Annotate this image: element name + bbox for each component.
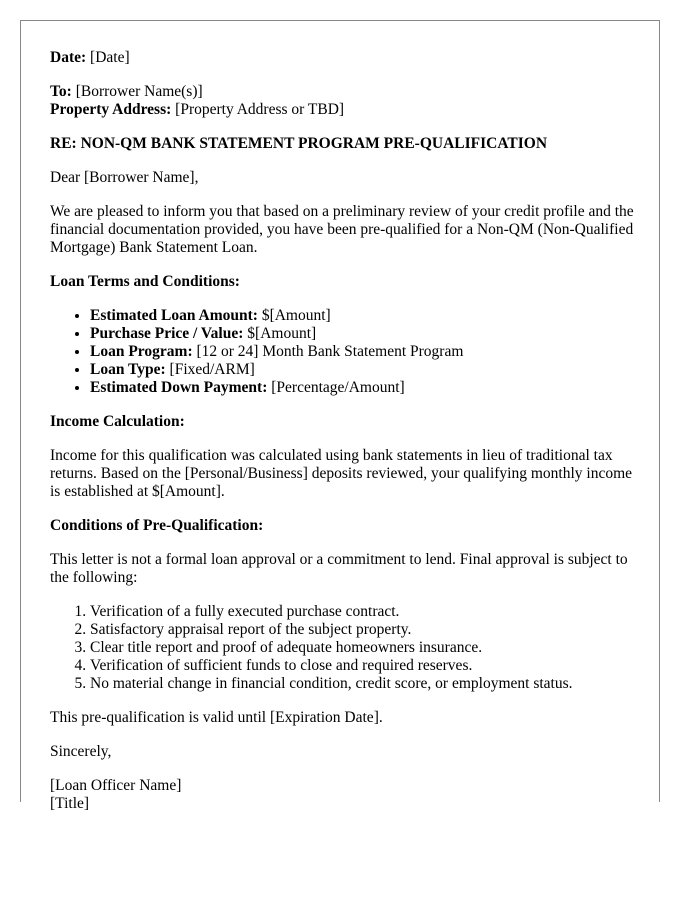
conditions-heading: Conditions of Pre-Qualification: [50, 517, 264, 534]
list-item: 3. Clear title report and proof of adequate homeowners insurance. [90, 639, 645, 657]
date-line [50, 49, 645, 67]
term-label: Loan Type: [90, 361, 166, 378]
property-address-value: [Property Address or TBD] [175, 101, 345, 118]
list-item [90, 307, 645, 325]
term-value: $[Amount] [247, 325, 317, 342]
to-label: To: [50, 83, 72, 100]
conditions-list [50, 603, 645, 693]
term-label: Estimated Loan Amount: [90, 307, 258, 324]
term-value: [Fixed/ARM] [169, 361, 255, 378]
term-label: Purchase Price / Value: [90, 325, 244, 342]
term-label: Loan Program: [90, 343, 193, 360]
validity-statement: This pre-qualification is valid until [Expiration Date]. [50, 709, 383, 726]
closing: Sincerely, [50, 743, 112, 760]
list-item [90, 379, 645, 397]
loan-terms-list [50, 307, 645, 397]
conditions-intro: This letter is not a formal loan approval or a commitment to lend. Final approval is subject to the following: [50, 551, 628, 586]
salutation: Dear [Borrower Name], [50, 169, 199, 186]
term-value: [Percentage/Amount] [271, 379, 405, 396]
loan-terms-heading: Loan Terms and Conditions: [50, 273, 240, 290]
income-heading: Income Calculation: [50, 413, 185, 430]
signature-title: [Title] [50, 795, 90, 812]
list-item: 5. No material change in financial condition, credit score, or employment status. [90, 675, 645, 693]
list-item [90, 343, 645, 361]
list-item: 4. Verification of sufficient funds to close and required reserves. [90, 657, 645, 675]
letter-content [50, 49, 645, 813]
to-line [50, 83, 645, 101]
date-value: [Date] [90, 49, 130, 66]
income-paragraph: Income for this qualification was calculated using bank statements in lieu of traditional tax returns. Based on the [Personal/Business] deposits reviewed, your qualifying monthly income is established at $[Amount]. [50, 447, 633, 500]
signature-name: [Loan Officer Name] [50, 777, 182, 794]
term-value: $[Amount] [261, 307, 331, 324]
letter-page [20, 20, 660, 812]
subject-line [50, 135, 645, 153]
intro-paragraph: We are pleased to inform you that based on a preliminary review of your credit profile and the financial documentation provided, you have been pre-qualified for a Non-QM (Non-Qualified Mortgage) Bank Statement Loan. [50, 203, 634, 256]
term-value: [12 or 24] Month Bank Statement Program [196, 343, 464, 360]
term-label: Estimated Down Payment: [90, 379, 268, 396]
list-item: 1. Verification of a fully executed purchase contract. [90, 603, 645, 621]
property-address-line [50, 101, 645, 119]
list-item [90, 361, 645, 379]
list-item: 2. Satisfactory appraisal report of the subject property. [90, 621, 645, 639]
property-address-label: Property Address: [50, 101, 172, 118]
subject-text: RE: NON-QM BANK STATEMENT PROGRAM PRE-QUALIFICATION [50, 135, 548, 152]
list-item [90, 325, 645, 343]
date-label: Date: [50, 49, 87, 66]
to-value: [Borrower Name(s)] [75, 83, 203, 100]
